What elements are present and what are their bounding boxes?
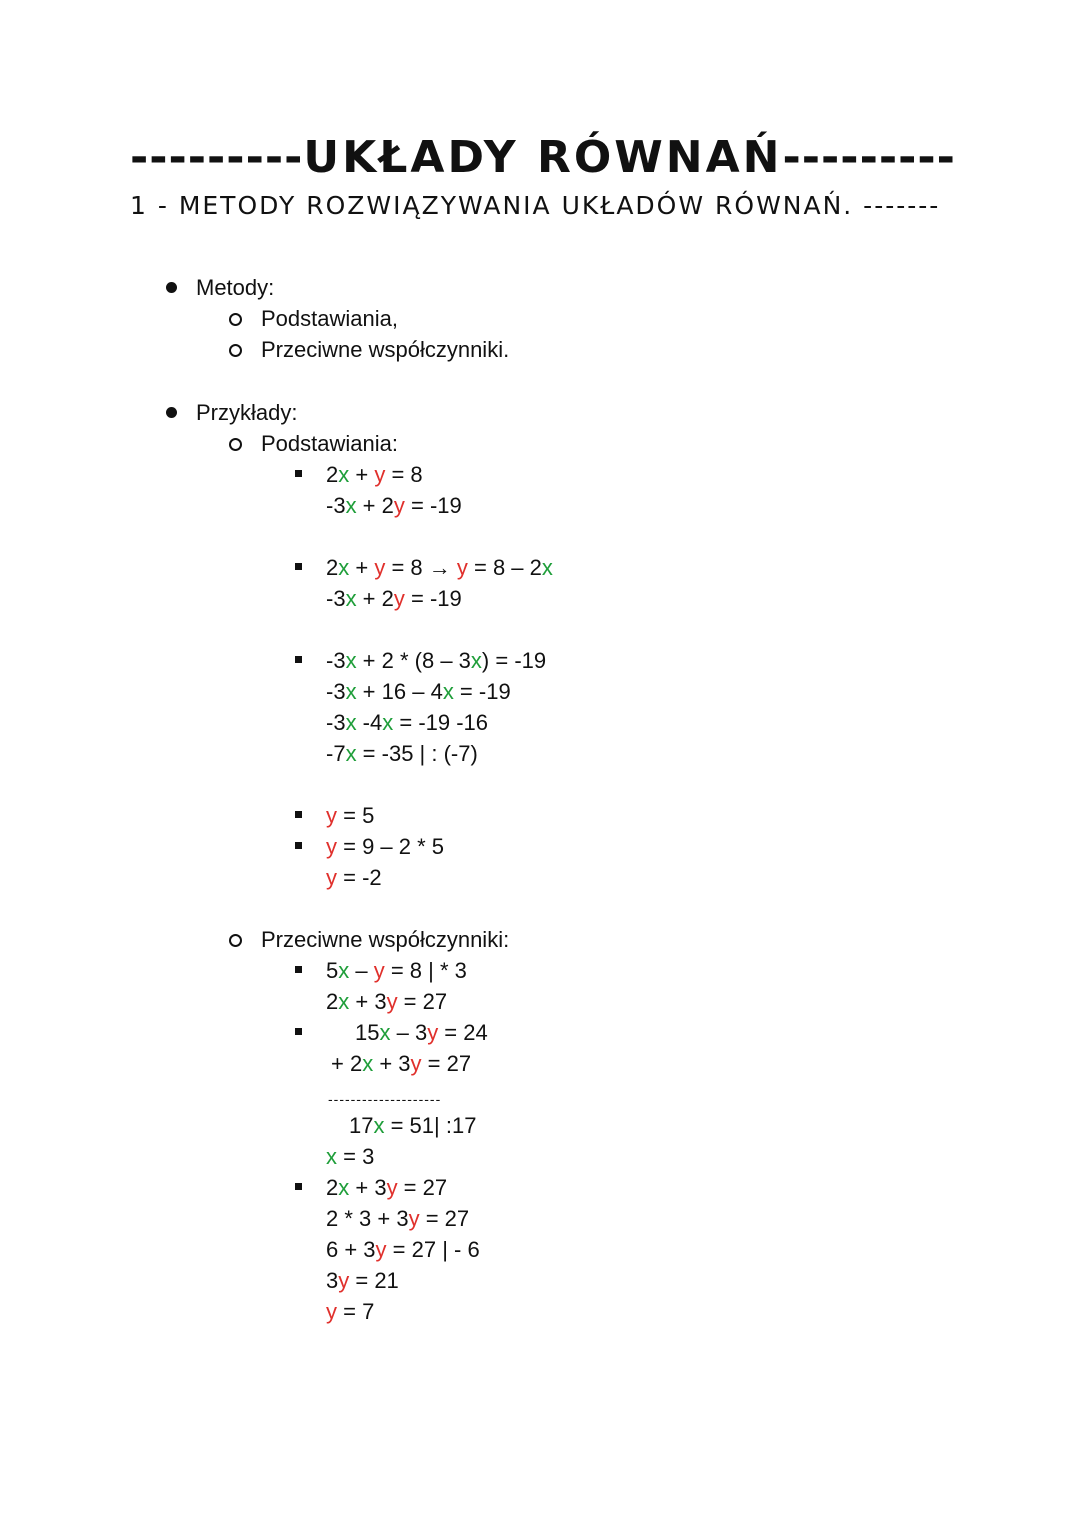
variable-y: y: [326, 1299, 337, 1324]
equation-text: 2 * 3 + 3: [326, 1206, 409, 1231]
equation: [326, 490, 462, 521]
equation-text: + 2: [331, 1051, 363, 1076]
equation-text: = 7: [337, 1299, 375, 1324]
equation: [355, 1017, 488, 1048]
variable-y: y: [386, 989, 398, 1014]
variable-y: y: [373, 958, 385, 983]
variable-y: y: [326, 834, 337, 859]
variable-y: y: [393, 493, 405, 518]
bullet-square-icon: [295, 966, 302, 973]
equation-text: – 3: [390, 1020, 428, 1045]
equation: [349, 1110, 476, 1141]
variable-x: x: [338, 555, 350, 580]
examples-label: Przykłady:: [196, 400, 298, 425]
variable-y: y: [375, 1237, 387, 1262]
equation-text: + 3: [349, 1175, 387, 1200]
variable-x: x: [345, 741, 357, 766]
equation: [326, 583, 462, 614]
equation-text: 3: [326, 1268, 339, 1293]
bullet-square-icon: [295, 842, 302, 849]
equation: [326, 1265, 399, 1296]
equation-text: -4: [356, 710, 383, 735]
methods-label: Metody:: [196, 275, 275, 300]
variable-x: x: [326, 1144, 337, 1169]
equation-text: 15: [355, 1020, 380, 1045]
equation: [326, 552, 553, 583]
equation-text: + 3: [349, 989, 387, 1014]
equation: [326, 831, 444, 862]
bullet-square-icon: [295, 656, 302, 663]
variable-x: x: [382, 710, 394, 735]
equation-text: -3: [326, 648, 346, 673]
equation: [326, 862, 382, 893]
variable-x: x: [345, 679, 357, 704]
sum-separator: --------------------: [328, 1091, 442, 1107]
equation-text: + 2: [356, 493, 394, 518]
title-left-dashes: ---------: [130, 132, 304, 183]
equation-text: = 3: [337, 1144, 375, 1169]
bullet-dot-icon: [166, 282, 177, 293]
equation-text: = 8 →: [385, 555, 457, 580]
equation: [326, 1172, 447, 1203]
equation-text: = -19 -16: [393, 710, 489, 735]
opposite-coefficients-label: Przeciwne współczynniki:: [261, 927, 510, 952]
variable-y: y: [456, 555, 468, 580]
equation-text: 2: [326, 462, 339, 487]
equation-text: + 2 * (8 – 3: [356, 648, 471, 673]
page-title: [130, 130, 960, 186]
variable-y: y: [393, 586, 405, 611]
variable-x: x: [470, 648, 482, 673]
equation: [326, 955, 467, 986]
bullet-square-icon: [295, 1183, 302, 1190]
equation-text: = 8: [385, 462, 423, 487]
bullet-square-icon: [295, 470, 302, 477]
equation: [326, 1141, 374, 1172]
variable-y: y: [326, 803, 337, 828]
section-heading: 1 - METODY ROZWIĄZYWANIA UKŁADÓW RÓWNAŃ. -------: [130, 191, 941, 220]
equation-text: = 51| :17: [384, 1113, 477, 1138]
variable-x: x: [541, 555, 553, 580]
variable-x: x: [442, 679, 454, 704]
equation-text: = -19: [404, 586, 462, 611]
equation-text: 6 + 3: [326, 1237, 376, 1262]
equation: [331, 1048, 471, 1079]
variable-y: y: [326, 865, 337, 890]
variable-x: x: [345, 493, 357, 518]
equation-text: = -2: [337, 865, 382, 890]
equation: [326, 707, 488, 738]
equation-text: -3: [326, 679, 346, 704]
bullet-square-icon: [295, 811, 302, 818]
equation-text: + 2: [356, 586, 394, 611]
variable-y: y: [410, 1051, 422, 1076]
variable-x: x: [338, 958, 350, 983]
equation-text: –: [349, 958, 374, 983]
variable-y: y: [386, 1175, 398, 1200]
equation: [326, 800, 374, 831]
bullet-circle-icon: [229, 438, 242, 451]
equation: [326, 459, 423, 490]
equation: [326, 645, 546, 676]
equation-text: = -19: [404, 493, 462, 518]
equation: [326, 1296, 374, 1327]
equation-text: 2: [326, 555, 339, 580]
variable-y: y: [374, 462, 386, 487]
equation-text: +: [349, 462, 375, 487]
equation-text: = 24: [438, 1020, 488, 1045]
equation-text: -3: [326, 710, 346, 735]
equation-text: ) = -19: [481, 648, 547, 673]
variable-x: x: [338, 1175, 350, 1200]
bullet-circle-icon: [229, 934, 242, 947]
equation-text: +: [349, 555, 375, 580]
method-item: Podstawiania,: [261, 306, 398, 331]
bullet-square-icon: [295, 563, 302, 570]
title-right-dashes: ---------: [782, 132, 956, 183]
title-text: UKŁADY RÓWNAŃ: [303, 132, 783, 183]
variable-x: x: [345, 710, 357, 735]
variable-y: y: [338, 1268, 350, 1293]
variable-x: x: [338, 462, 350, 487]
variable-x: x: [345, 586, 357, 611]
variable-y: y: [427, 1020, 439, 1045]
equation-text: 2: [326, 989, 339, 1014]
bullet-circle-icon: [229, 344, 242, 357]
method-item: Przeciwne współczynniki.: [261, 337, 510, 362]
equation-text: = 9 – 2 * 5: [337, 834, 445, 859]
variable-x: x: [362, 1051, 374, 1076]
equation-text: 2: [326, 1175, 339, 1200]
equation: [326, 738, 478, 769]
equation-text: -7: [326, 741, 346, 766]
variable-x: x: [338, 989, 350, 1014]
equation-text: = 27: [421, 1051, 472, 1076]
bullet-dot-icon: [166, 407, 177, 418]
equation-text: = 27: [397, 1175, 448, 1200]
substitution-label: Podstawiania:: [261, 431, 398, 456]
variable-x: x: [373, 1113, 385, 1138]
equation-text: = -35 | : (-7): [356, 741, 478, 766]
bullet-square-icon: [295, 1028, 302, 1035]
equation-text: -3: [326, 493, 346, 518]
equation-text: = 5: [337, 803, 375, 828]
equation: [326, 986, 447, 1017]
equation: [326, 1203, 469, 1234]
variable-x: x: [345, 648, 357, 673]
equation-text: = 27: [397, 989, 448, 1014]
variable-y: y: [408, 1206, 420, 1231]
equation-text: -3: [326, 586, 346, 611]
variable-y: y: [374, 555, 386, 580]
variable-x: x: [379, 1020, 391, 1045]
equation-text: = 27: [419, 1206, 470, 1231]
equation-text: = -19: [453, 679, 511, 704]
equation: [326, 1234, 480, 1265]
equation: [326, 676, 511, 707]
equation-text: = 21: [349, 1268, 399, 1293]
equation-text: 5: [326, 958, 339, 983]
equation-text: 17: [349, 1113, 374, 1138]
equation-text: = 8 – 2: [467, 555, 542, 580]
equation-text: + 16 – 4: [356, 679, 443, 704]
bullet-circle-icon: [229, 313, 242, 326]
equation-text: + 3: [373, 1051, 411, 1076]
equation-text: = 8 | * 3: [384, 958, 467, 983]
equation-text: = 27 | - 6: [386, 1237, 480, 1262]
